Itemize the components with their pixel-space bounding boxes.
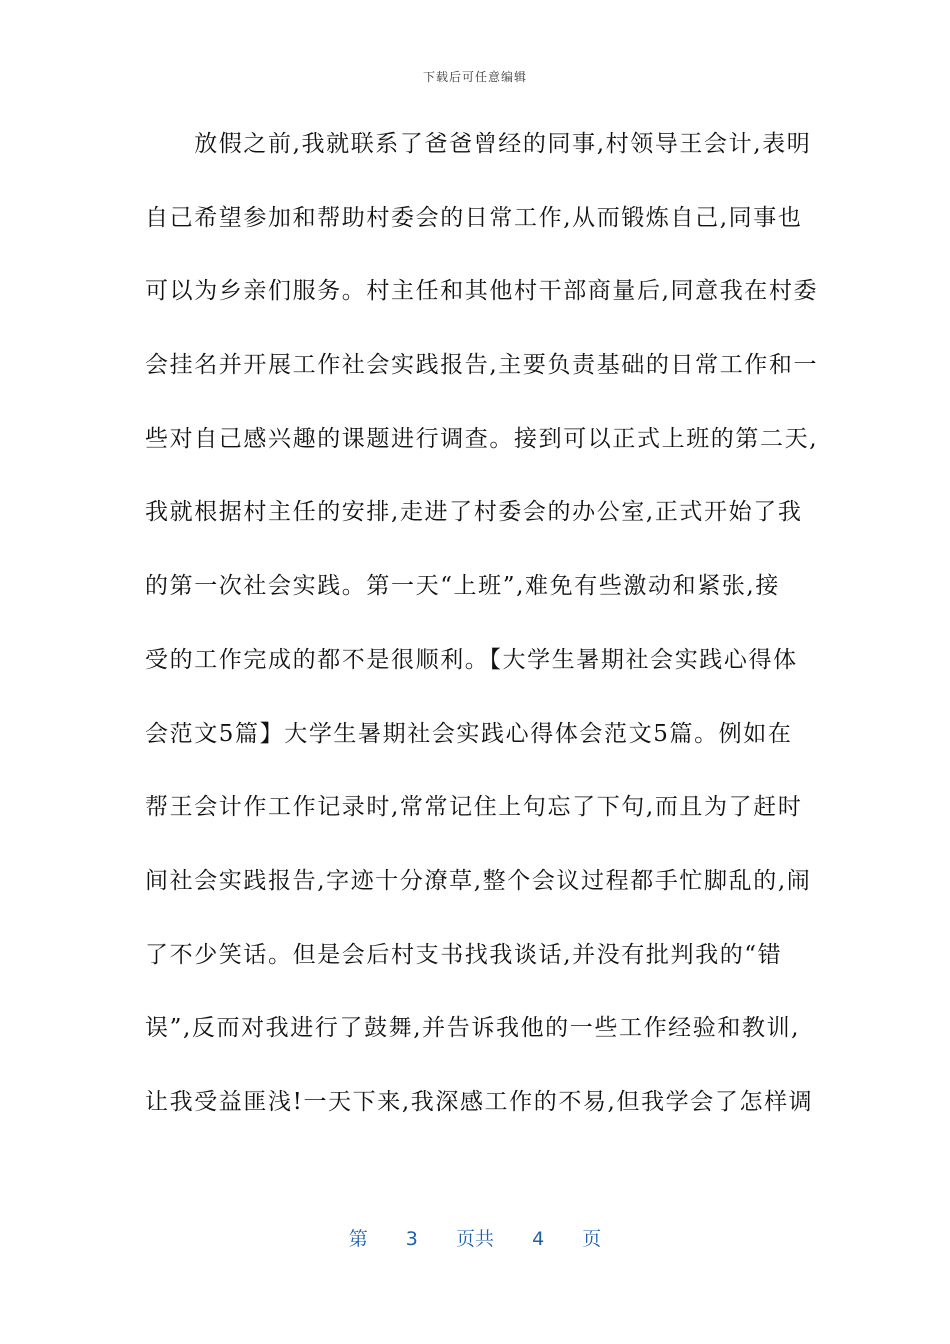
text-line: 自己希望参加和帮助村委会的日常工作,从而锻炼自己,同事也 [145,204,803,231]
page-number-footer [0,1224,950,1251]
text-line: 些对自己感兴趣的课题进行调查。接到可以正式上班的第二天, [145,425,819,452]
text-line: 了不少笑话。但是会后村支书找我谈话,并没有批判我的“错 [145,941,783,968]
footer-middle: 页共 [455,1228,494,1250]
text-line: 可以为乡亲们服务。村主任和其他村干部商量后,同意我在村委 [145,278,819,305]
text-line: 放假之前,我就联系了爸爸曾经的同事,村领导王会计,表明 [145,131,812,157]
text-line: 的第一次社会实践。第一天“上班”,难免有些激动和紧张,接 [145,573,780,600]
text-line: 受的工作完成的都不是很顺利。【大学生暑期社会实践心得体 [145,646,798,673]
footer-prefix: 第 [348,1228,368,1250]
current-page-number: 3 [405,1228,418,1250]
text-line: 帮王会计作工作记录时,常常记住上句忘了下句,而且为了赶时 [145,794,803,821]
text-line: 会范文5篇】大学生暑期社会实践心得体会范文5篇。例如在 [145,720,793,747]
text-line: 误”,反而对我进行了鼓舞,并告诉我他的一些工作经验和教训, [145,1015,801,1042]
page-header-note: 下载后可任意编辑 [422,70,527,84]
text-line: 间社会实践报告,字迹十分潦草,整个会议过程都手忙脚乱的,闹 [145,867,812,894]
text-line: 让我受益匪浅!一天下来,我深感工作的不易,但我学会了怎样调 [145,1088,814,1115]
text-line: 会挂名并开展工作社会实践报告,主要负责基础的日常工作和一 [145,352,819,379]
text-line: 我就根据村主任的安排,走进了村委会的办公室,正式开始了我 [145,499,803,526]
total-pages-number: 4 [532,1228,545,1250]
document-body [145,122,819,1154]
footer-suffix: 页 [582,1228,602,1250]
